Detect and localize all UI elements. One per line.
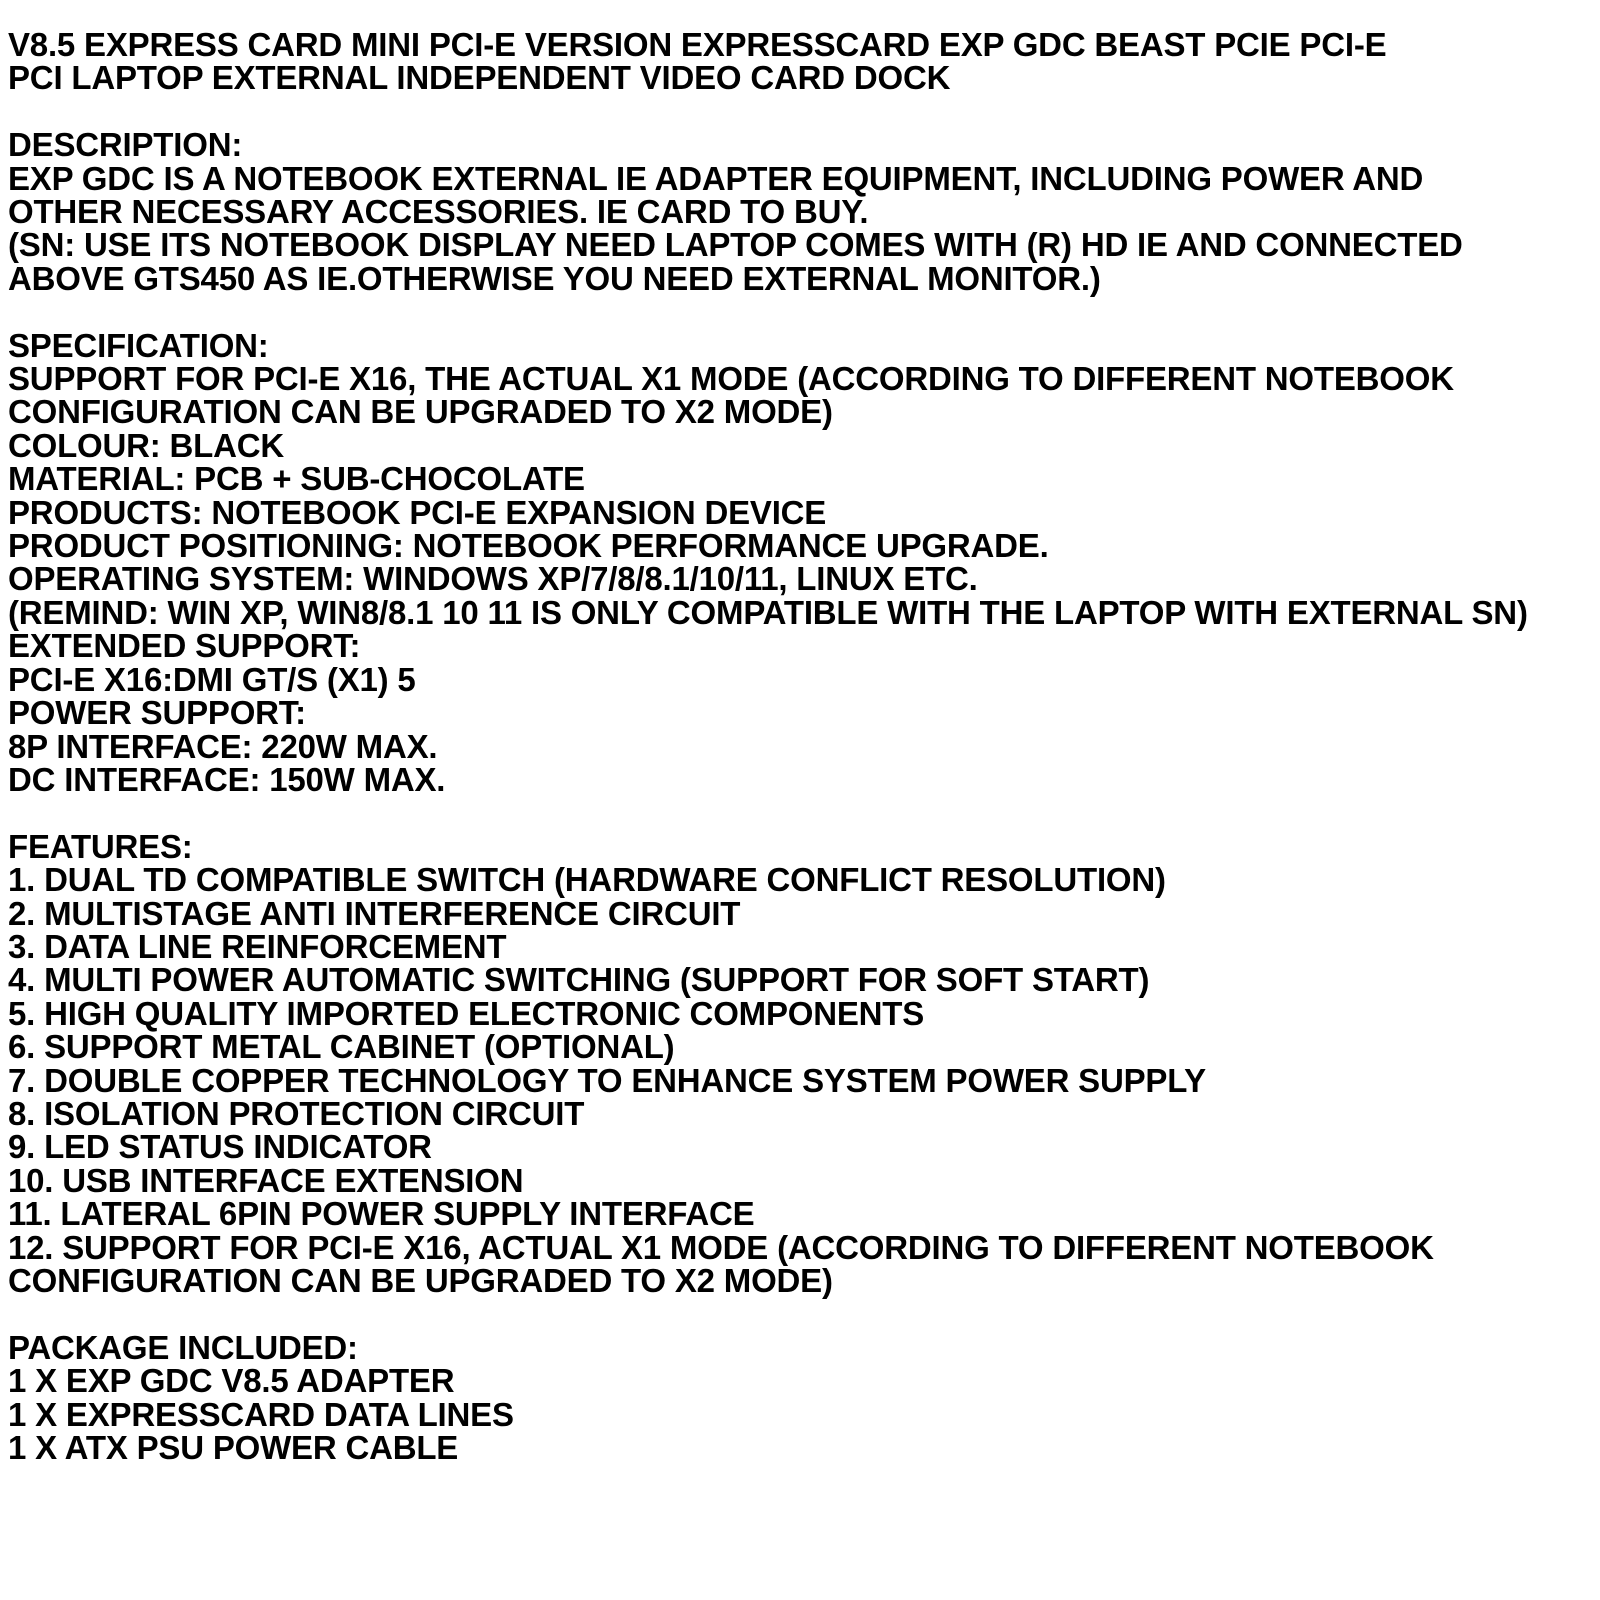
feature-item: 8. ISOLATION PROTECTION CIRCUIT [8,1094,585,1132]
section-heading-description: DESCRIPTION: [8,126,243,164]
section-features [8,827,1600,1299]
feature-item: 7. DOUBLE COPPER TECHNOLOGY TO ENHANCE SYSTEM POWER SUPPLY [8,1061,1206,1099]
feature-item: CONFIGURATION CAN BE UPGRADED TO X2 MODE) [8,1261,833,1299]
feature-item: 10. USB INTERFACE EXTENSION [8,1161,524,1199]
text-line: ABOVE GTS450 AS IE.OTHERWISE YOU NEED EXTERNAL MONITOR.) [8,259,1101,297]
text-line: PCI-E X16:DMI GT/S (X1) 5 [8,660,416,698]
package-item: 1 X EXPRESSCARD DATA LINES [8,1395,514,1433]
section-description [8,128,1600,295]
product-title-line-2: PCI LAPTOP EXTERNAL INDEPENDENT VIDEO CARD DOCK [8,59,951,97]
feature-item: 5. HIGH QUALITY IMPORTED ELECTRONIC COMPONENTS [8,994,925,1032]
text-line: MATERIAL: PCB + SUB-CHOCOLATE [8,460,585,498]
text-line: CONFIGURATION CAN BE UPGRADED TO X2 MODE) [8,393,833,431]
text-line: OPERATING SYSTEM: WINDOWS XP/7/8/8.1/10/11, LINUX ETC. [8,560,978,598]
section-heading-features: FEATURES: [8,827,193,865]
text-line: (REMIND: WIN XP, WIN8/8.1 10 11 IS ONLY COMPATIBLE WITH THE LAPTOP WITH EXTERNAL SN) [8,593,1528,631]
text-line: 8P INTERFACE: 220W MAX. [8,727,438,765]
text-line: OTHER NECESSARY ACCESSORIES. IE CARD TO BUY. [8,193,869,231]
product-title-line-1: V8.5 EXPRESS CARD MINI PCI-E VERSION EXPRESSCARD EXP GDC BEAST PCIE PCI-E [8,26,1387,63]
text-line: COLOUR: BLACK [8,426,285,464]
text-line: (SN: USE ITS NOTEBOOK DISPLAY NEED LAPTOP COMES WITH (R) HD IE AND CONNECTED [8,226,1463,264]
text-line: EXTENDED SUPPORT: [8,627,361,665]
package-item: 1 X EXP GDC V8.5 ADAPTER [8,1362,455,1400]
text-line: PRODUCTS: NOTEBOOK PCI-E EXPANSION DEVICE [8,493,827,531]
feature-item: 4. MULTI POWER AUTOMATIC SWITCHING (SUPPORT FOR SOFT START) [8,961,1150,999]
product-title [8,28,1600,95]
text-line: SUPPORT FOR PCI-E X16, THE ACTUAL X1 MODE (ACCORDING TO DIFFERENT NOTEBOOK [8,360,1454,398]
feature-item: 6. SUPPORT METAL CABINET (OPTIONAL) [8,1028,675,1066]
text-line: DC INTERFACE: 150W MAX. [8,760,446,798]
feature-item: 2. MULTISTAGE ANTI INTERFERENCE CIRCUIT [8,894,741,932]
feature-item: 9. LED STATUS INDICATOR [8,1128,432,1166]
feature-item: 1. DUAL TD COMPATIBLE SWITCH (HARDWARE CONFLICT RESOLUTION) [8,861,1166,899]
section-package-included [8,1328,1600,1466]
feature-item: 12. SUPPORT FOR PCI-E X16, ACTUAL X1 MODE (ACCORDING TO DIFFERENT NOTEBOOK [8,1228,1434,1266]
text-line: POWER SUPPORT: [8,694,306,732]
text-line: EXP GDC IS A NOTEBOOK EXTERNAL IE ADAPTER EQUIPMENT, INCLUDING POWER AND [8,159,1424,197]
section-specification [8,326,1600,798]
text-line: PRODUCT POSITIONING: NOTEBOOK PERFORMANCE UPGRADE. [8,527,1049,565]
section-heading-specification: SPECIFICATION: [8,326,269,364]
feature-item: 11. LATERAL 6PIN POWER SUPPLY INTERFACE [8,1195,755,1233]
package-item: 1 X ATX PSU POWER CABLE [8,1429,459,1466]
section-heading-package: PACKAGE INCLUDED: [8,1328,358,1366]
feature-item: 3. DATA LINE REINFORCEMENT [8,927,507,965]
